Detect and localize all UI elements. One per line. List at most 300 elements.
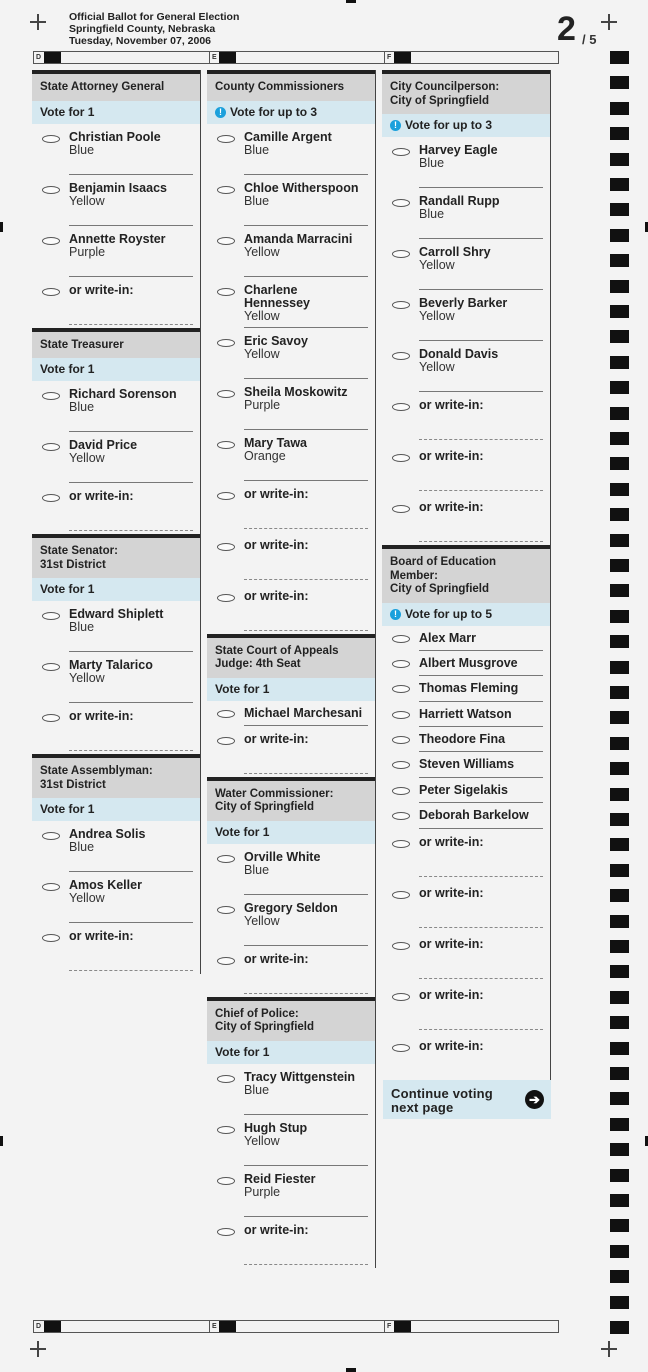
- contest-title: State Court of Appeals Judge: 4th Seat: [207, 638, 375, 678]
- timing-mark: [610, 788, 629, 801]
- candidate-info: [419, 989, 544, 1002]
- write-in-line[interactable]: [69, 970, 193, 971]
- vote-oval[interactable]: [42, 135, 60, 143]
- vote-oval[interactable]: [392, 787, 410, 795]
- candidate-info: [419, 836, 544, 849]
- write-in-label: or write-in:: [69, 929, 134, 943]
- candidate-option[interactable]: [32, 601, 200, 652]
- timing-mark: [610, 584, 629, 597]
- write-in-label: or write-in:: [244, 1222, 309, 1237]
- candidate-info: [419, 758, 544, 771]
- candidate-info: [244, 182, 369, 208]
- vote-oval[interactable]: [42, 186, 60, 194]
- registration-mark-top-left: [30, 14, 46, 30]
- candidate-name: Amanda Marracini: [244, 231, 353, 246]
- write-in-label: or write-in:: [244, 537, 309, 552]
- vote-oval[interactable]: [217, 1177, 235, 1185]
- strip-block: [394, 1321, 411, 1332]
- vote-oval[interactable]: [392, 635, 410, 643]
- vote-oval[interactable]: [217, 906, 235, 914]
- candidate-option[interactable]: [32, 175, 200, 226]
- write-in-option[interactable]: [382, 829, 550, 880]
- ballot-county: Springfield County, Nebraska: [69, 23, 216, 35]
- timing-mark: [610, 991, 629, 1004]
- write-in-line[interactable]: [69, 324, 193, 325]
- timing-mark: [610, 432, 629, 445]
- timing-mark: [610, 483, 629, 496]
- vote-oval[interactable]: [392, 736, 410, 744]
- write-in-option[interactable]: [207, 1217, 375, 1268]
- candidate-option[interactable]: [382, 778, 550, 803]
- candidate-option[interactable]: [32, 821, 200, 872]
- candidate-info: [419, 809, 544, 822]
- candidate-party: Blue: [69, 840, 95, 854]
- candidate-name: Harvey Eagle: [419, 143, 498, 157]
- strip-block: [44, 1321, 61, 1332]
- arrow-right-circle-icon: ➔: [525, 1090, 544, 1109]
- timing-mark: [610, 711, 629, 724]
- strip-block: [394, 52, 411, 63]
- candidate-info: [419, 708, 544, 721]
- vote-oval[interactable]: [217, 492, 235, 500]
- vote-oval[interactable]: [42, 443, 60, 451]
- candidate-option[interactable]: [382, 290, 550, 341]
- write-in-label: or write-in:: [419, 398, 484, 412]
- vote-oval[interactable]: [217, 135, 235, 143]
- candidate-info: [244, 707, 369, 720]
- write-in-option[interactable]: [32, 277, 200, 328]
- candidate-option[interactable]: [32, 124, 200, 175]
- candidate-option[interactable]: [207, 1115, 375, 1166]
- candidate-party: Yellow: [419, 309, 455, 323]
- strip-block: [219, 52, 236, 63]
- contest-title: County Commissioners: [207, 74, 375, 101]
- candidate-option[interactable]: [382, 702, 550, 727]
- candidate-info: [419, 144, 544, 170]
- candidate-option[interactable]: [207, 701, 375, 726]
- candidate-option[interactable]: [382, 651, 550, 676]
- contest: [207, 997, 375, 1268]
- write-in-label: or write-in:: [244, 486, 309, 501]
- candidate-option[interactable]: [382, 239, 550, 290]
- timing-mark: [610, 1245, 629, 1258]
- candidate-option[interactable]: [207, 1064, 375, 1115]
- timing-mark: [610, 1118, 629, 1131]
- candidate-party: Blue: [244, 862, 270, 877]
- timing-mark: [610, 153, 629, 166]
- vote-oval[interactable]: [217, 957, 235, 965]
- candidate-option[interactable]: [207, 430, 375, 481]
- candidate-option[interactable]: [32, 652, 200, 703]
- write-in-line[interactable]: [419, 490, 543, 491]
- candidate-name: Mary Tawa: [244, 435, 307, 450]
- info-icon: !: [215, 107, 226, 118]
- candidate-info: [244, 335, 369, 361]
- vote-oval[interactable]: [217, 543, 235, 551]
- timing-mark: [610, 534, 629, 547]
- write-in-option[interactable]: [207, 726, 375, 777]
- candidate-info: [244, 1173, 369, 1199]
- candidate-option[interactable]: [207, 895, 375, 946]
- candidate-info: [244, 851, 369, 877]
- vote-oval[interactable]: [392, 812, 410, 820]
- candidate-name: Steven Williams: [419, 757, 515, 772]
- candidate-info: [419, 399, 544, 412]
- timing-mark: [610, 737, 629, 750]
- timing-mark: [610, 127, 629, 140]
- timing-mark: [610, 889, 629, 902]
- write-in-line[interactable]: [69, 530, 193, 531]
- timing-mark: [610, 254, 629, 267]
- vote-for-text: Vote for 1: [40, 362, 95, 376]
- vote-oval[interactable]: [217, 1075, 235, 1083]
- write-in-line[interactable]: [419, 439, 543, 440]
- timing-mark: [610, 1321, 629, 1334]
- candidate-info: [419, 501, 544, 514]
- candidate-party: Yellow: [244, 308, 280, 323]
- timing-mark: [610, 51, 629, 64]
- candidate-info: [244, 539, 369, 552]
- write-in-line[interactable]: [244, 1264, 368, 1265]
- vote-for-instruction: [207, 821, 375, 844]
- vote-oval[interactable]: [217, 855, 235, 863]
- strip-label-d: D: [36, 54, 42, 61]
- write-in-option[interactable]: [207, 481, 375, 532]
- candidate-name: Sheila Moskowitz: [244, 384, 348, 399]
- vote-oval[interactable]: [217, 441, 235, 449]
- candidate-info: [69, 659, 194, 685]
- write-in-line[interactable]: [419, 927, 543, 928]
- vote-for-text: Vote for 1: [40, 802, 95, 816]
- ballot-column-2: [207, 70, 376, 1268]
- candidate-info: [244, 1224, 369, 1237]
- candidate-info: [69, 182, 194, 208]
- write-in-option[interactable]: [32, 703, 200, 754]
- candidate-info: [244, 1071, 369, 1097]
- timing-mark: [610, 203, 629, 216]
- ballot-date: Tuesday, November 07, 2006: [69, 35, 212, 47]
- vote-oval[interactable]: [392, 199, 410, 207]
- vote-for-instruction: [382, 603, 550, 626]
- ballot-title: Official Ballot for General Election: [69, 11, 240, 23]
- candidate-option[interactable]: [207, 328, 375, 379]
- write-in-line[interactable]: [419, 978, 543, 979]
- write-in-line[interactable]: [244, 579, 368, 580]
- write-in-label: or write-in:: [419, 500, 484, 514]
- candidate-party: Purple: [244, 1184, 281, 1199]
- vote-oval[interactable]: [392, 993, 410, 1001]
- candidate-info: [69, 284, 194, 297]
- vote-oval[interactable]: [217, 186, 235, 194]
- vote-for-instruction: [207, 678, 375, 701]
- candidate-info: [244, 953, 369, 966]
- write-in-option[interactable]: [207, 532, 375, 583]
- vote-oval[interactable]: [42, 612, 60, 620]
- write-in-line[interactable]: [244, 773, 368, 774]
- vote-oval[interactable]: [42, 714, 60, 722]
- timing-mark: [610, 381, 629, 394]
- write-in-line[interactable]: [69, 750, 193, 751]
- vote-oval[interactable]: [392, 505, 410, 513]
- vote-oval[interactable]: [217, 594, 235, 602]
- candidate-option[interactable]: [207, 277, 375, 328]
- candidate-party: Blue: [244, 193, 270, 208]
- contest: [207, 70, 375, 634]
- write-in-line[interactable]: [244, 630, 368, 631]
- candidate-info: [419, 657, 544, 670]
- timing-mark: [610, 813, 629, 826]
- candidate-party: Yellow: [69, 891, 105, 905]
- info-icon: !: [390, 609, 401, 620]
- registration-mark-bottom-right: [601, 1341, 617, 1357]
- write-in-label: or write-in:: [419, 885, 484, 900]
- candidate-info: [244, 284, 369, 323]
- candidate-name: Deborah Barkelow: [419, 808, 529, 823]
- candidate-option[interactable]: [382, 676, 550, 701]
- contest-title: State Attorney General: [32, 74, 200, 101]
- write-in-line[interactable]: [419, 876, 543, 877]
- continue-voting-label: Continue voting next page: [391, 1086, 493, 1115]
- ballot-header: [69, 11, 239, 47]
- candidate-option[interactable]: [207, 844, 375, 895]
- write-in-label: or write-in:: [419, 449, 484, 463]
- contest-title: State Assemblyman: 31st District: [32, 758, 200, 798]
- write-in-option[interactable]: [32, 483, 200, 534]
- contest-title: Board of Education Member: City of Springfield: [382, 549, 550, 603]
- vote-oval[interactable]: [392, 711, 410, 719]
- candidate-info: [244, 437, 369, 463]
- write-in-option[interactable]: [382, 880, 550, 931]
- vote-for-text: Vote for up to 3: [230, 104, 318, 119]
- vote-oval[interactable]: [42, 934, 60, 942]
- vote-oval[interactable]: [392, 660, 410, 668]
- candidate-option[interactable]: [382, 752, 550, 777]
- candidate-name: Michael Marchesani: [244, 705, 363, 720]
- timing-mark: [610, 1016, 629, 1029]
- write-in-line[interactable]: [419, 541, 543, 542]
- candidate-name: Edward Shiplett: [69, 607, 164, 621]
- candidate-party: Yellow: [69, 451, 105, 465]
- candidate-name: Harriett Watson: [419, 706, 512, 721]
- write-in-option[interactable]: [382, 494, 550, 545]
- candidate-info: [244, 386, 369, 412]
- candidate-info: [69, 710, 194, 723]
- vote-oval[interactable]: [392, 1044, 410, 1052]
- candidate-info: [244, 1122, 369, 1148]
- timing-mark: [610, 1219, 629, 1232]
- vote-oval[interactable]: [42, 663, 60, 671]
- candidate-info: [419, 887, 544, 900]
- candidate-option[interactable]: [207, 1166, 375, 1217]
- candidate-party: Yellow: [419, 258, 455, 272]
- contest: [32, 328, 200, 535]
- vote-oval[interactable]: [217, 710, 235, 718]
- write-in-option[interactable]: [382, 1033, 550, 1084]
- strip-label-f: F: [384, 52, 391, 63]
- timing-mark: [610, 356, 629, 369]
- timing-mark: [610, 1270, 629, 1283]
- timing-mark: [610, 508, 629, 521]
- contest-title: Chief of Police: City of Springfield: [207, 1001, 375, 1041]
- vote-oval[interactable]: [392, 250, 410, 258]
- page-total: / 5: [582, 32, 597, 47]
- timing-mark: [610, 838, 629, 851]
- vote-for-instruction: [32, 101, 200, 124]
- write-in-option[interactable]: [32, 923, 200, 974]
- vote-oval[interactable]: [392, 761, 410, 769]
- vote-oval[interactable]: [392, 454, 410, 462]
- strip-label-d: D: [36, 1323, 42, 1330]
- vote-oval[interactable]: [392, 685, 410, 693]
- vote-oval[interactable]: [217, 339, 235, 347]
- candidate-info: [244, 488, 369, 501]
- contest: [32, 754, 200, 974]
- candidate-option[interactable]: [382, 137, 550, 188]
- contest: [382, 70, 550, 545]
- vote-oval[interactable]: [42, 288, 60, 296]
- candidate-option[interactable]: [207, 379, 375, 430]
- candidate-name: Alex Marr: [419, 630, 476, 645]
- vote-oval[interactable]: [392, 352, 410, 360]
- vote-oval[interactable]: [42, 494, 60, 502]
- candidate-party: Yellow: [244, 913, 280, 928]
- vote-oval[interactable]: [217, 1126, 235, 1134]
- candidate-option[interactable]: [382, 727, 550, 752]
- vote-oval[interactable]: [392, 840, 410, 848]
- vote-for-instruction: [32, 578, 200, 601]
- top-barcode-strip: [33, 51, 559, 64]
- candidate-option[interactable]: [382, 626, 550, 651]
- write-in-line[interactable]: [244, 993, 368, 994]
- strip-label-f: F: [384, 1321, 391, 1332]
- candidate-party: Orange: [244, 448, 286, 463]
- edge-tick-bottom: [346, 1368, 356, 1372]
- timing-mark: [610, 1169, 629, 1182]
- candidate-party: Blue: [69, 620, 95, 634]
- candidate-name: Beverly Barker: [419, 296, 508, 310]
- write-in-option[interactable]: [382, 931, 550, 982]
- candidate-info: [419, 938, 544, 951]
- vote-oval[interactable]: [42, 237, 60, 245]
- write-in-label: or write-in:: [244, 588, 309, 603]
- candidate-info: [69, 233, 194, 259]
- timing-mark: [610, 610, 629, 623]
- vote-for-text: Vote for 1: [215, 681, 270, 696]
- vote-for-instruction: [32, 358, 200, 381]
- timing-mark: [610, 762, 629, 775]
- strip-block: [44, 52, 61, 63]
- contest-title: Water Commissioner: City of Springfield: [207, 781, 375, 821]
- vote-oval[interactable]: [392, 301, 410, 309]
- candidate-name: David Price: [69, 438, 138, 452]
- vote-oval[interactable]: [42, 883, 60, 891]
- candidate-option[interactable]: [207, 226, 375, 277]
- candidate-party: Blue: [69, 142, 95, 157]
- timing-mark: [610, 1143, 629, 1156]
- contest: [32, 534, 200, 754]
- vote-oval[interactable]: [217, 288, 235, 296]
- timing-mark: [610, 280, 629, 293]
- write-in-label: or write-in:: [244, 951, 309, 966]
- candidate-option[interactable]: [32, 381, 200, 432]
- candidate-option[interactable]: [32, 432, 200, 483]
- write-in-option[interactable]: [382, 443, 550, 494]
- candidate-info: [419, 1040, 544, 1053]
- write-in-option[interactable]: [207, 946, 375, 997]
- edge-tick-top: [346, 0, 356, 3]
- candidate-info: [244, 590, 369, 603]
- vote-oval[interactable]: [392, 148, 410, 156]
- contest: [32, 70, 200, 328]
- candidate-party: Purple: [69, 244, 106, 259]
- candidate-info: [419, 195, 544, 221]
- candidate-info: [419, 297, 544, 323]
- vote-oval[interactable]: [217, 1228, 235, 1236]
- candidate-party: Blue: [419, 207, 445, 221]
- contest-title: State Treasurer: [32, 332, 200, 359]
- write-in-label: or write-in:: [69, 282, 134, 297]
- candidate-info: [419, 632, 544, 645]
- contest: [207, 777, 375, 997]
- candidate-name: Randall Rupp: [419, 194, 500, 208]
- candidate-option[interactable]: [382, 803, 550, 828]
- info-icon: !: [390, 120, 401, 131]
- vote-for-text: Vote for 1: [40, 582, 95, 596]
- candidate-option[interactable]: [382, 341, 550, 392]
- candidate-party: Yellow: [244, 244, 280, 259]
- vote-oval[interactable]: [217, 737, 235, 745]
- timing-mark: [610, 76, 629, 89]
- write-in-line[interactable]: [419, 1029, 543, 1030]
- timing-mark: [610, 1067, 629, 1080]
- vote-oval[interactable]: [42, 392, 60, 400]
- timing-mark: [610, 864, 629, 877]
- registration-mark-top-right: [601, 14, 617, 30]
- vote-oval[interactable]: [392, 891, 410, 899]
- write-in-option[interactable]: [382, 392, 550, 443]
- candidate-option[interactable]: [32, 226, 200, 277]
- write-in-option[interactable]: [207, 583, 375, 634]
- candidate-info: [69, 828, 194, 854]
- candidate-info: [244, 902, 369, 928]
- vote-for-instruction: [382, 114, 550, 137]
- candidate-name: Christian Poole: [69, 129, 161, 144]
- candidate-name: Charlene Hennessey: [244, 282, 311, 310]
- vote-oval[interactable]: [392, 403, 410, 411]
- vote-oval[interactable]: [217, 237, 235, 245]
- candidate-party: Yellow: [69, 193, 105, 208]
- candidate-info: [69, 608, 194, 634]
- candidate-option[interactable]: [207, 124, 375, 175]
- vote-for-instruction: [207, 101, 375, 124]
- vote-oval[interactable]: [392, 942, 410, 950]
- timing-mark: [610, 965, 629, 978]
- candidate-name: Donald Davis: [419, 347, 499, 361]
- candidate-option[interactable]: [207, 175, 375, 226]
- write-in-line[interactable]: [244, 528, 368, 529]
- write-in-option[interactable]: [382, 982, 550, 1033]
- candidate-name: Amos Keller: [69, 878, 142, 892]
- candidate-name: Peter Sigelakis: [419, 782, 508, 797]
- candidate-option[interactable]: [32, 872, 200, 923]
- vote-oval[interactable]: [42, 832, 60, 840]
- candidate-name: Marty Talarico: [69, 658, 153, 672]
- candidate-name: Carroll Shry: [419, 245, 491, 259]
- page-number: 2: [557, 10, 576, 48]
- candidate-info: [69, 879, 194, 905]
- candidate-option[interactable]: [382, 188, 550, 239]
- vote-oval[interactable]: [217, 390, 235, 398]
